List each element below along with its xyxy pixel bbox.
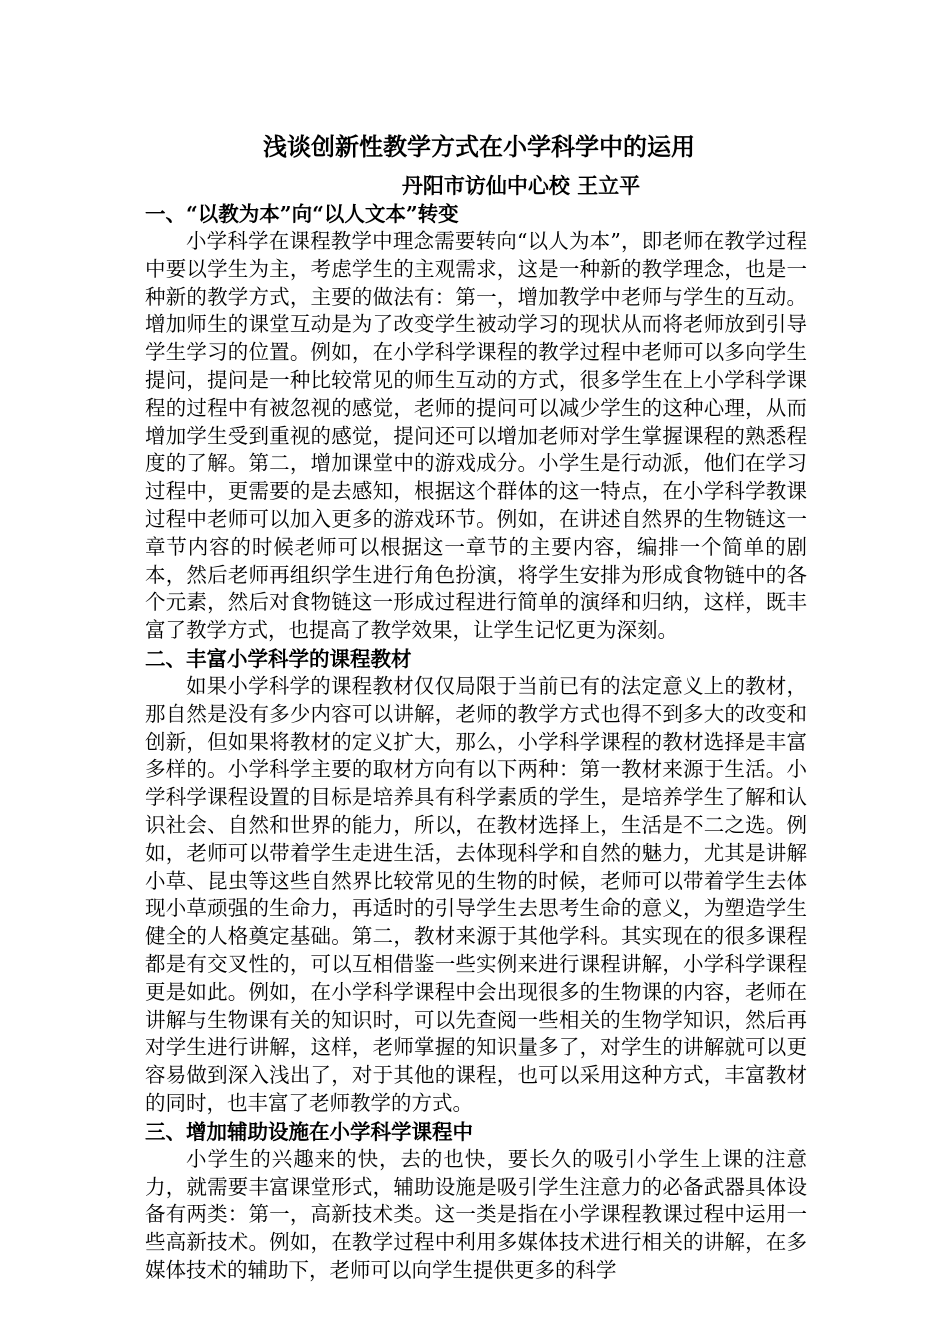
section-heading: 三、增加辅助设施在小学科学课程中 bbox=[145, 1119, 473, 1144]
section-3 bbox=[145, 1118, 807, 1285]
section-heading: 二、丰富小学科学的课程教材 bbox=[145, 646, 412, 671]
section-paragraph: 小学科学在课程教学中理念需要转向“以人为本”，即老师在教学过程中要以学生为主，考虑学生的主观需求，这是一种新的教学理念，也是一种新的教学方式，主要的做法有：第一，增加教学中老师与学生的互动。增加师生的课堂互动是为了改变学生被动学习的现状从而将老师放到引导学生学习的位置。例如，在小学科学课程的教学过程中老师可以多向学生提问，提问是一种比较常见的师生互动的方式，很多学生在上小学科学课程的过程中有被忽视的感觉，老师的提问可以减少学生的这种心理，从而增加学生受到重视的感觉，提问还可以增加老师对学生掌握课程的熟悉程度的了解。第二，增加课堂中的游戏成分。小学生是行动派，他们在学习过程中，更需要的是去感知，根据这个群体的这一特点，在小学科学教课过程中老师可以加入更多的游戏环节。例如，在讲述自然界的生物链这一章节内容的时候老师可以根据这一章节的主要内容，编排一个简单的剧本，然后老师再组织学生进行角色扮演，将学生安排为形成食物链中的各个元素，然后对食物链这一形成过程进行简单的演绎和归纳，这样，既丰富了教学方式，也提高了教学效果，让学生记忆更为深刻。 bbox=[145, 229, 807, 643]
document-page bbox=[145, 130, 807, 1285]
section-paragraph: 如果小学科学的课程教材仅仅局限于当前已有的法定意义上的教材，那自然是没有多少内容可以讲解，老师的教学方式也得不到多大的改变和创新，但如果将教材的定义扩大，那么，小学科学课程的教材选择是丰富多样的。小学科学主要的取材方向有以下两种：第一教材来源于生活。小学科学课程设置的目标是培养具有科学素质的学生，是培养学生了解和认识社会、自然和世界的能力，所以，在教材选择上，生活是不二之选。例如，老师可以带着学生走进生活，去体现科学和自然的魅力，尤其是讲解小草、昆虫等这些自然界比较常见的生物的时候，老师可以带着学生去体现小草顽强的生命力，再适时的引导学生去思考生命的意义，为塑造学生健全的人格奠定基础。第二，教材来源于其他学科。其实现在的很多课程都是有交叉性的，可以互相借鉴一些实例来进行课程讲解，小学科学课程更是如此。例如，在小学科学课程中会出现很多的生物课的内容，老师在讲解与生物课有关的知识时，可以先查阅一些相关的生物学知识，然后再对学生进行讲解，这样，老师掌握的知识量多了，对学生的讲解就可以更容易做到深入浅出了，对于其他的课程，也可以采用这种方式，丰富教材的同时，也丰富了老师教学的方式。 bbox=[145, 673, 807, 1115]
section-heading: 一、“以教为本”向“以人文本”转变 bbox=[145, 202, 459, 226]
author-line: 丹阳市访仙中心校 王立平 bbox=[401, 173, 641, 198]
section-paragraph: 小学生的兴趣来的快，去的也快，要长久的吸引小学生上课的注意力，就需要丰富课堂形式，辅助设施是吸引学生注意力的必备武器具体设备有两类：第一，高新技术类。这一类是指在小学课程教课过程中运用一些高新技术。例如，在教学过程中利用多媒体技术进行相关的讲解，在多媒体技术的辅助下，老师可以向学生提供更多的科学 bbox=[145, 1146, 807, 1282]
section-2 bbox=[145, 645, 807, 1118]
section-1 bbox=[145, 200, 807, 645]
document-title: 浅谈创新性教学方式在小学科学中的运用 bbox=[263, 132, 695, 161]
